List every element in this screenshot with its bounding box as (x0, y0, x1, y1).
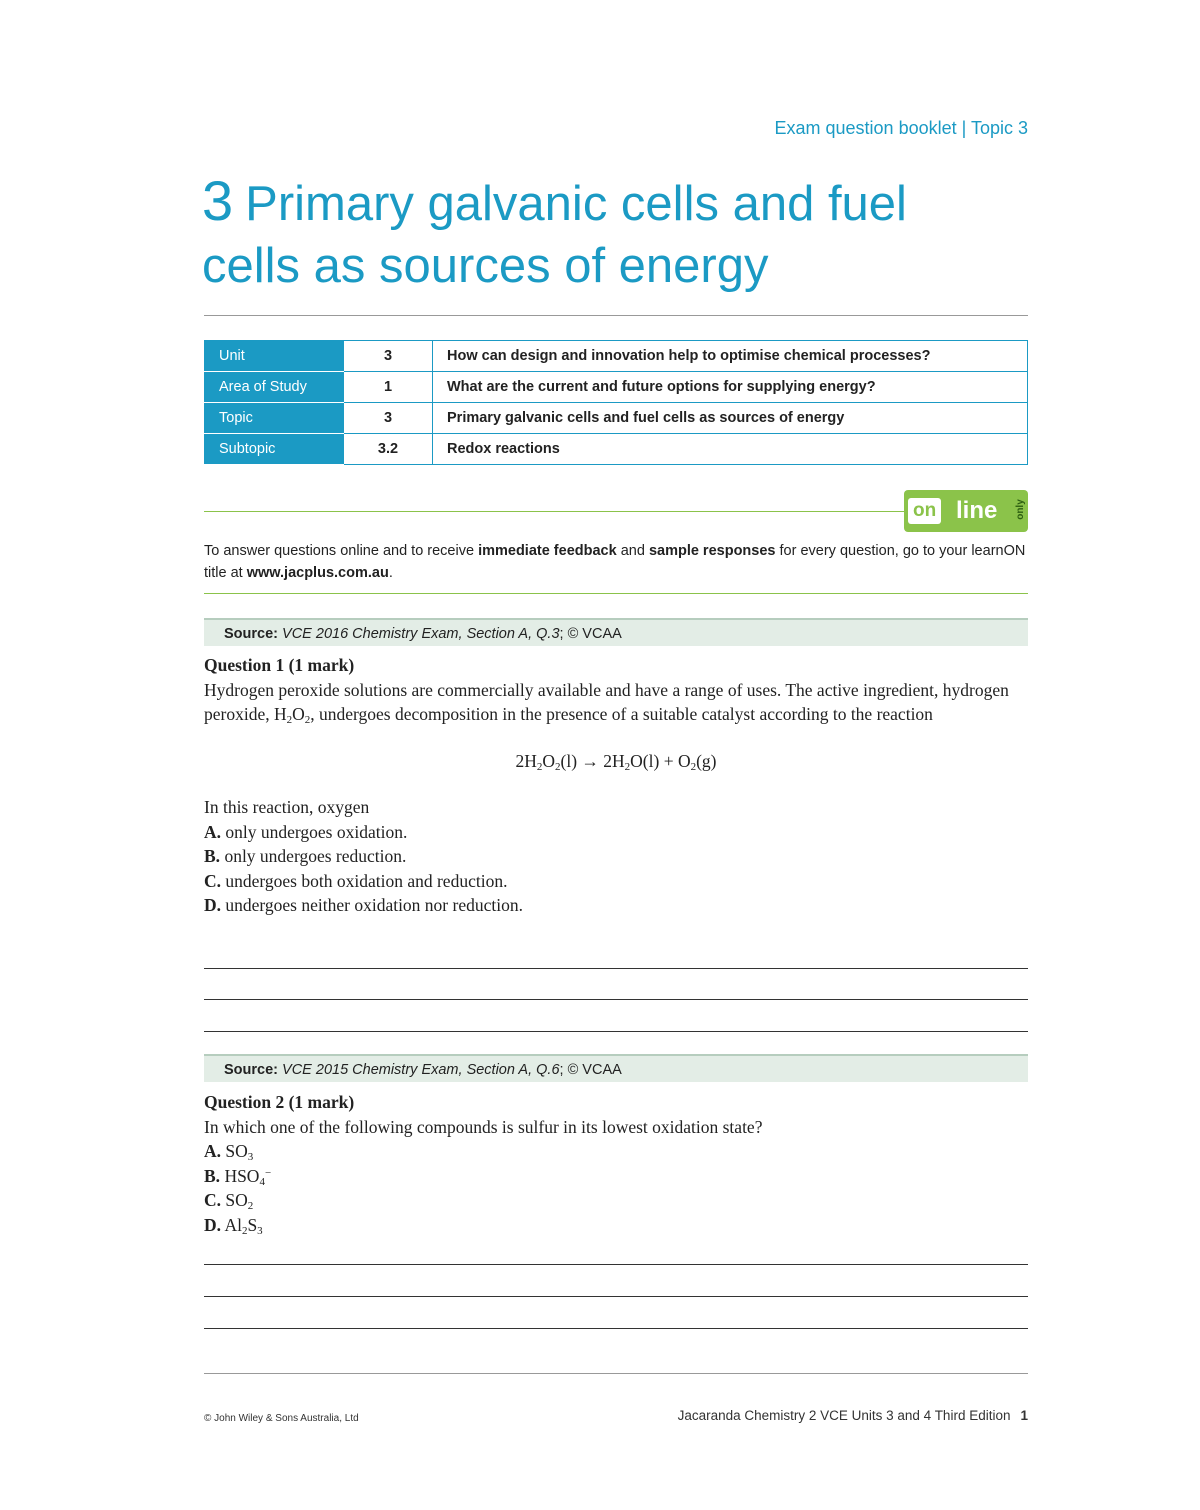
row-label: Unit (205, 341, 344, 372)
row-description: How can design and innovation help to optimise chemical processes? (433, 341, 1028, 372)
answer-line[interactable] (204, 999, 1028, 1000)
row-value: 3.2 (344, 434, 433, 465)
row-description: Primary galvanic cells and fuel cells as sources of energy (433, 403, 1028, 434)
badge-on-text: on (908, 498, 941, 524)
title-divider (204, 315, 1028, 316)
option-text: undergoes both oxidation and reduction. (225, 870, 508, 891)
table-row (205, 403, 1028, 434)
option-letter: A. (204, 1141, 222, 1161)
option-text: only undergoes reduction. (224, 846, 407, 866)
answer-line[interactable] (204, 968, 1028, 969)
option-b[interactable] (204, 844, 1028, 869)
source-text: VCE 2015 Chemistry Exam, Section A, Q.6 (282, 1062, 560, 1078)
option-a[interactable] (204, 820, 1028, 845)
table-row (205, 341, 1028, 372)
question-2 (204, 1090, 1028, 1237)
question-title: Question 1 (1 mark) (204, 655, 355, 675)
option-letter: C. (204, 870, 222, 891)
option-letter: D. (204, 895, 222, 915)
question-prompt: In this reaction, oxygen (204, 797, 370, 817)
book-title: Jacaranda Chemistry 2 VCE Units 3 and 4 Third Edition (677, 1408, 1011, 1423)
footer-divider (204, 1373, 1028, 1374)
intro-text: and (616, 543, 649, 559)
row-description: What are the current and future options for supplying energy? (433, 372, 1028, 403)
answer-line[interactable] (204, 1296, 1028, 1297)
option-text: SO (225, 1190, 248, 1210)
option-text: Al (224, 1214, 242, 1235)
table-row (205, 434, 1028, 465)
stem-text: , undergoes decomposition in the presence of a suitable catalyst according to the reaction (310, 704, 933, 724)
option-text: HSO (224, 1165, 260, 1186)
option-text: only undergoes oxidation. (225, 821, 408, 842)
option-d[interactable]: D. $Al_2S_3$ (204, 1214, 263, 1237)
question-1 (204, 653, 1028, 918)
row-value: 3 (344, 341, 433, 372)
option-letter: A. (204, 821, 222, 842)
intro-divider (204, 593, 1028, 594)
option-d[interactable] (204, 893, 1028, 918)
option-letter: B. (204, 846, 221, 866)
table-row (205, 372, 1028, 403)
intro-bold-feedback: immediate feedback (478, 543, 617, 559)
page-title (202, 170, 907, 297)
option-letter: C. (204, 1190, 222, 1210)
intro-text: . (388, 565, 393, 581)
topic-info-table (204, 340, 1028, 465)
option-text: undergoes neither oxidation nor reduction. (225, 895, 523, 915)
source-label: Source: (224, 1062, 278, 1078)
question-2-source (204, 1054, 1028, 1082)
booklet-header: Exam question booklet | Topic 3 (774, 118, 1028, 138)
answer-line[interactable] (204, 1264, 1028, 1265)
row-value: 3 (344, 403, 433, 434)
online-divider (204, 511, 904, 512)
row-description: Redox reactions (433, 434, 1028, 465)
title-line-1: Primary galvanic cells and fuel (245, 177, 907, 231)
reaction-equation: $2H_2O_2(l) \to 2H_2O(l) + O_2(g)$ (515, 750, 717, 773)
question-title: Question 2 (1 mark) (204, 1092, 355, 1112)
source-suffix: ; © VCAA (559, 626, 622, 642)
source-suffix: ; © VCAA (559, 1062, 622, 1078)
option-c[interactable] (204, 869, 1028, 894)
topic-number: 3 (202, 169, 234, 232)
option-letter: B. (204, 1165, 221, 1186)
answer-line[interactable] (204, 1328, 1028, 1329)
source-text: VCE 2016 Chemistry Exam, Section A, Q.3 (282, 626, 560, 642)
online-only-badge (904, 490, 1028, 532)
intro-text: To answer questions online and to receive (204, 543, 479, 559)
option-text: SO (225, 1141, 248, 1161)
title-line-2: cells as sources of energy (202, 239, 769, 293)
option-b[interactable]: B. $HSO_4^-$ (204, 1165, 272, 1188)
row-label: Area of Study (205, 372, 344, 403)
footer-book-info (604, 1408, 1028, 1423)
source-label: Source: (224, 626, 278, 642)
row-value: 1 (344, 372, 433, 403)
stem-text: Hydrogen peroxide solutions are commercially available and have a range of uses. The active ingredient, hydrogen peroxide, H (204, 679, 1009, 724)
intro-bold-responses: sample responses (648, 543, 776, 559)
question-stem: Hydrogen peroxide solutions are commercially available and have a range of uses. The active ingredient, hydrogen peroxide, $H_2O_2$, undergoes decomposition in the presence of a suitable catalyst according to the reaction (204, 679, 1009, 726)
option-c[interactable]: C. $SO_2$ (204, 1190, 254, 1212)
row-label: Topic (205, 403, 344, 434)
badge-only-text: only (1014, 499, 1026, 520)
copyright: © John Wiley & Sons Australia, Ltd (204, 1413, 359, 1424)
page-number: 1 (1020, 1408, 1028, 1423)
option-a[interactable]: A. $SO_3$ (204, 1141, 254, 1163)
question-1-source (204, 618, 1028, 646)
answer-line[interactable] (204, 1031, 1028, 1032)
row-label: Subtopic (205, 434, 344, 465)
online-instructions (204, 540, 1028, 584)
badge-line-text: line (956, 497, 998, 524)
intro-text: for every question, go to your learnON title at (204, 543, 1026, 581)
question-stem: In which one of the following compounds is sulfur in its lowest oxidation state? (204, 1116, 763, 1137)
jacplus-link[interactable]: www.jacplus.com.au (246, 565, 389, 581)
option-letter: D. (204, 1214, 222, 1235)
